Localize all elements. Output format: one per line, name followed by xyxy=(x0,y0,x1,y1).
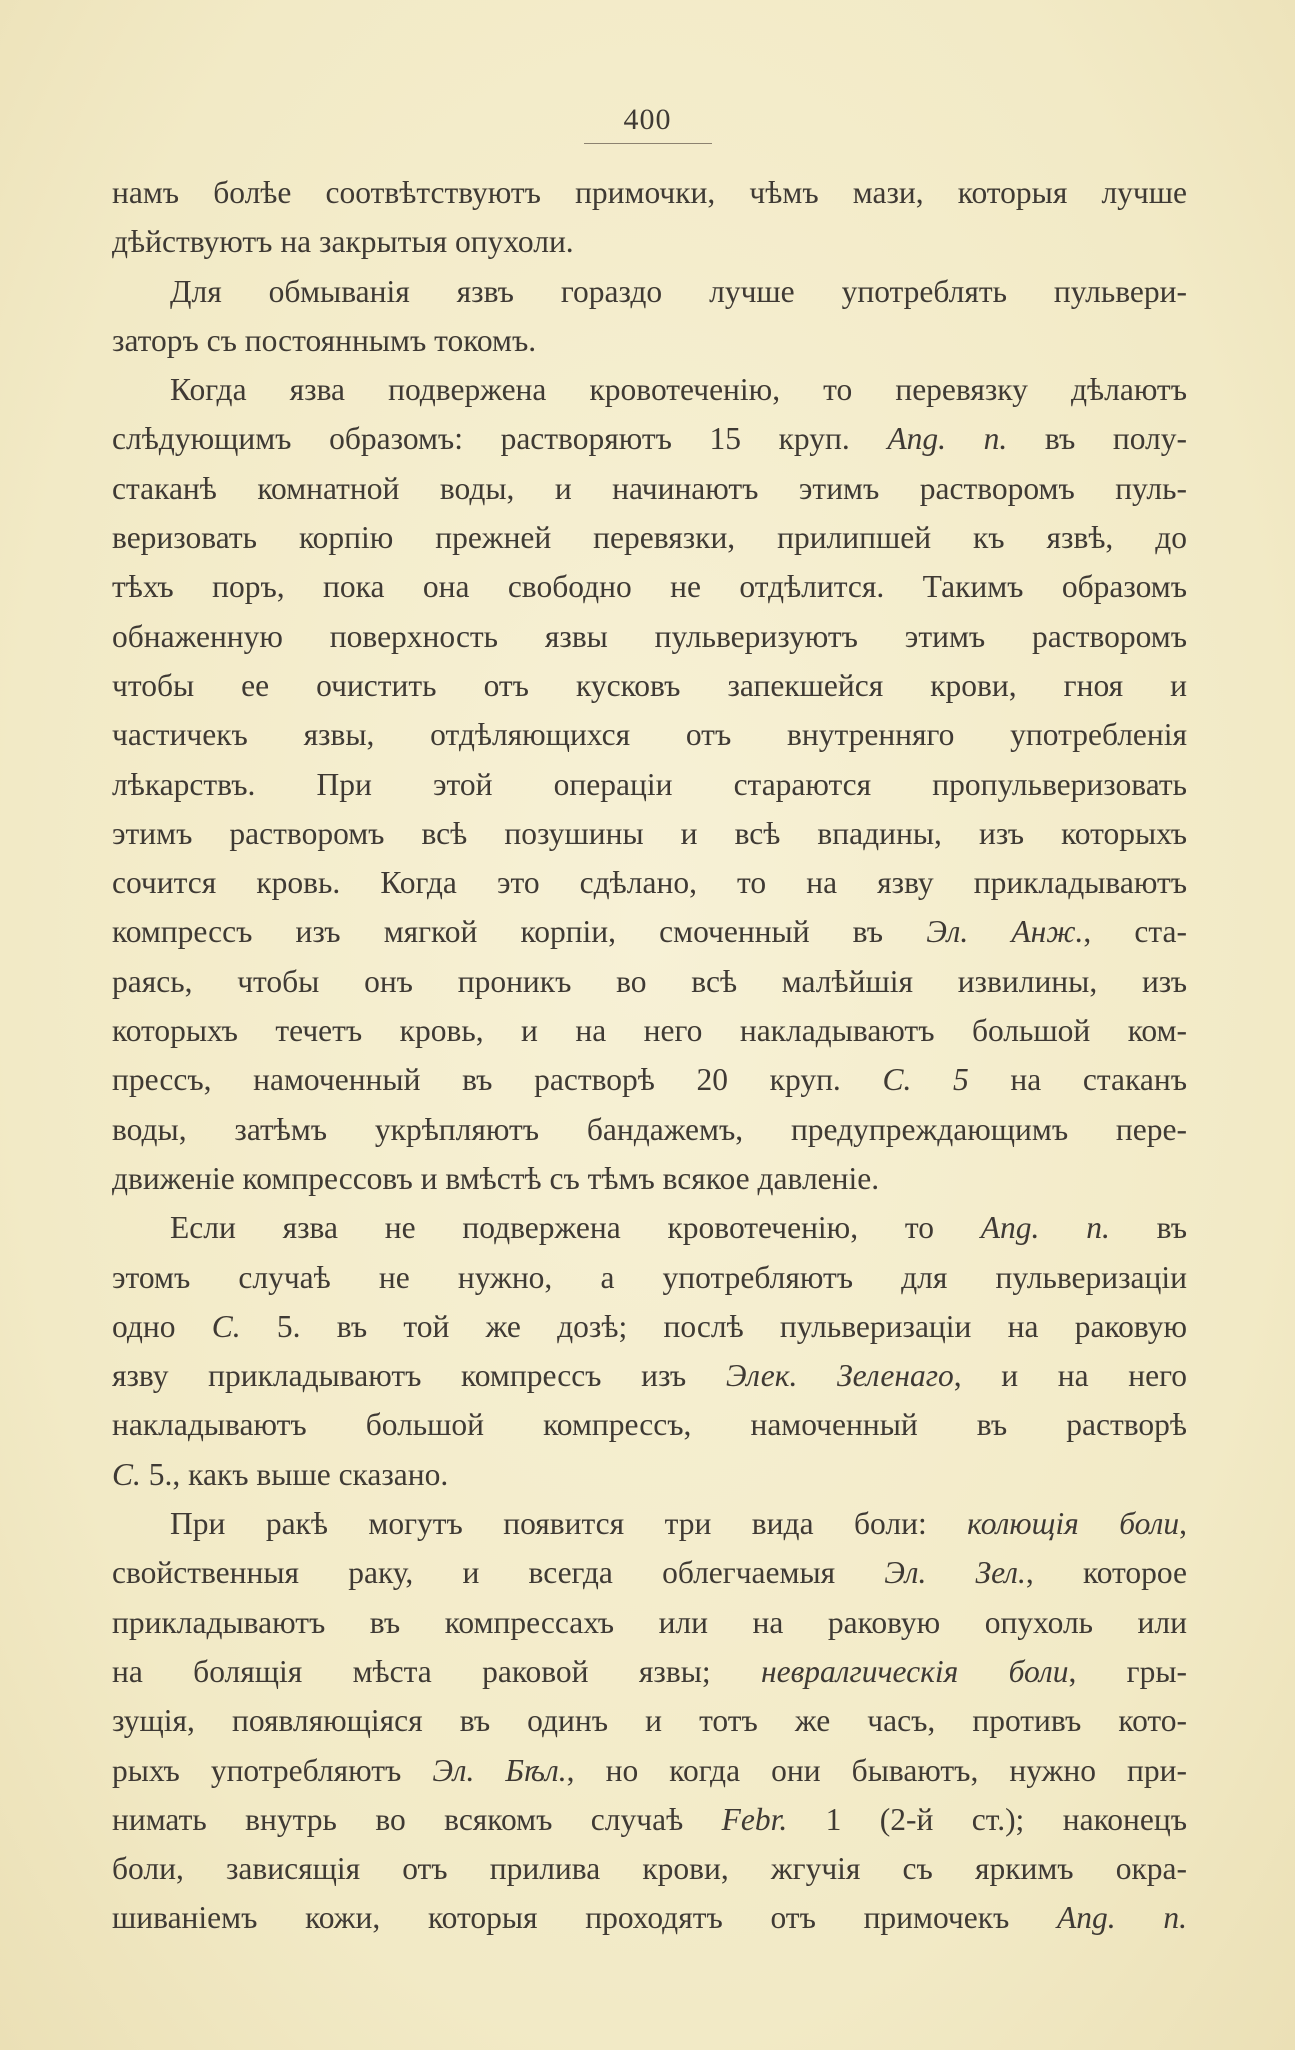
line-text: прессъ, намоченный въ растворѣ 20 круп. xyxy=(112,1062,883,1098)
text-line xyxy=(112,1055,1187,1104)
text-line xyxy=(112,1647,1187,1696)
line-text: язву прикладываютъ компрессъ изъ xyxy=(112,1358,726,1394)
line-text: тѣхъ поръ, пока она свободно не отдѣлится. Такимъ образомъ xyxy=(112,569,1187,605)
line-text-after: въ xyxy=(1109,1210,1187,1246)
italic-term: Febr. xyxy=(721,1801,788,1837)
line-text: стаканѣ комнатной воды, и начинаютъ этимъ растворомъ пуль- xyxy=(112,470,1187,506)
line-text: Если язва не подвержена кровотеченію, то xyxy=(170,1210,981,1246)
line-text: лѣкарствъ. При этой операціи стараются пропульверизовать xyxy=(112,766,1187,802)
line-text: намъ болѣе соотвѣтствуютъ примочки, чѣмъ мази, которыя лучше xyxy=(112,175,1187,210)
line-text: накладываютъ большой компрессъ, намоченный въ растворѣ xyxy=(112,1407,1187,1443)
text-line xyxy=(112,1795,1187,1844)
line-text: Для обмыванія язвъ гораздо лучше употреблять пульвери- xyxy=(170,273,1187,309)
line-text: боли, зависящія отъ прилива крови, жгучія съ яркимъ окра- xyxy=(112,1851,1187,1887)
italic-term: С. xyxy=(112,1456,141,1492)
text-line xyxy=(112,907,1187,956)
page-number: 400 xyxy=(584,103,712,144)
text-line xyxy=(112,612,1187,661)
line-text: нимать внутрь во всякомъ случаѣ xyxy=(112,1801,722,1837)
line-text-after: 5., какъ выше сказано. xyxy=(140,1456,449,1492)
text-line xyxy=(112,316,1187,365)
text-line xyxy=(112,1351,1187,1400)
line-text-after: 1 (2-й ст.); наконецъ xyxy=(787,1801,1188,1837)
line-text-after: 5. въ той же дозѣ; послѣ пульверизаціи на раковую xyxy=(240,1308,1187,1344)
line-text: частичекъ язвы, отдѣляющихся отъ внутренняго употребленія xyxy=(112,717,1187,753)
line-text: свойственныя раку, и всегда облегчаемыя xyxy=(112,1555,885,1591)
line-text: раясь, чтобы онъ проникъ во всѣ малѣйшія извилины, изъ xyxy=(112,963,1187,999)
line-text: чтобы ее очистить отъ кусковъ запекшейся крови, гноя и xyxy=(112,667,1187,703)
line-text: на болящія мѣста раковой язвы; xyxy=(112,1653,761,1689)
line-text: которыхъ течетъ кровь, и на него накладываютъ большой ком- xyxy=(112,1013,1187,1049)
line-text: слѣдующимъ образомъ: растворяютъ 15 круп. xyxy=(112,421,888,457)
italic-term: Ang. n. xyxy=(980,1210,1110,1246)
italic-term: С. 5 xyxy=(882,1062,969,1098)
line-text: При ракѣ могутъ появится три вида боли: xyxy=(170,1506,968,1542)
text-line xyxy=(112,760,1187,809)
text-line xyxy=(112,1253,1187,1302)
line-text-after: , ста- xyxy=(1083,914,1187,950)
line-text: компрессъ изъ мягкой корпіи, смоченный въ xyxy=(112,914,927,950)
text-line xyxy=(112,217,1187,266)
text-line xyxy=(112,1400,1187,1449)
page-header xyxy=(0,103,1295,144)
text-line xyxy=(112,1450,1187,1499)
text-line xyxy=(112,809,1187,858)
text-line xyxy=(112,1302,1187,1351)
line-text-after: , xyxy=(1179,1506,1188,1542)
italic-term: Эл. Бѣл. xyxy=(432,1752,567,1788)
text-line xyxy=(112,1105,1187,1154)
paragraph xyxy=(112,365,1187,1203)
text-line xyxy=(112,464,1187,513)
text-line xyxy=(112,858,1187,907)
text-line xyxy=(112,1598,1187,1647)
text-line xyxy=(112,1696,1187,1745)
text-line xyxy=(112,168,1187,217)
text-line xyxy=(112,710,1187,759)
line-text: зущія, появляющіяся въ одинъ и тотъ же часъ, противъ кото- xyxy=(112,1703,1187,1739)
paragraph xyxy=(112,267,1187,366)
text-line xyxy=(112,1548,1187,1597)
line-text: прикладываютъ въ компрессахъ или на раковую опухоль или xyxy=(112,1604,1187,1640)
text-line xyxy=(112,1203,1187,1252)
text-line xyxy=(112,661,1187,710)
text-line xyxy=(112,414,1187,463)
text-line xyxy=(112,957,1187,1006)
paragraph xyxy=(112,1499,1187,1943)
line-text: шиваніемъ кожи, которыя проходятъ отъ примочекъ xyxy=(112,1900,1058,1936)
text-line xyxy=(112,1006,1187,1055)
italic-term: колющія боли xyxy=(967,1506,1180,1542)
line-text-after: , но когда они бываютъ, нужно при- xyxy=(566,1752,1187,1788)
line-text-after: въ полу- xyxy=(1007,421,1188,457)
text-line xyxy=(112,513,1187,562)
line-text: этомъ случаѣ не нужно, а употребляютъ для пульверизаціи xyxy=(112,1259,1187,1295)
line-text: Когда язва подвержена кровотеченію, то перевязку дѣлаютъ xyxy=(170,372,1187,408)
italic-term: Элек. Зеленаго xyxy=(725,1358,954,1394)
line-text: одно xyxy=(112,1308,212,1344)
paragraph xyxy=(112,168,1187,267)
line-text-after: на стаканъ xyxy=(968,1062,1187,1098)
text-line xyxy=(112,562,1187,611)
italic-term: Ang. n. xyxy=(1057,1900,1188,1936)
line-text: сочится кровь. Когда это сдѣлано, то на язву прикладываютъ xyxy=(112,865,1187,901)
text-line xyxy=(112,1154,1187,1203)
text-line xyxy=(112,1844,1187,1893)
text-line xyxy=(112,1499,1187,1548)
line-text: воды, затѣмъ укрѣпляютъ бандажемъ, предупреждающимъ пере- xyxy=(112,1111,1187,1147)
line-text: обнаженную поверхность язвы пульверизуютъ этимъ растворомъ xyxy=(112,618,1187,654)
text-line xyxy=(112,1746,1187,1795)
line-text: дѣйствуютъ на закрытыя опухоли. xyxy=(112,224,574,260)
line-text: этимъ растворомъ всѣ позушины и всѣ впадины, изъ которыхъ xyxy=(112,815,1187,851)
line-text-after: , гры- xyxy=(1068,1653,1187,1689)
text-line xyxy=(112,267,1187,316)
italic-term: Эл. Анж. xyxy=(926,914,1084,950)
text-line xyxy=(112,1893,1187,1942)
paragraph xyxy=(112,1203,1187,1499)
line-text-after: , которое xyxy=(1025,1555,1187,1591)
italic-term: С. xyxy=(211,1308,241,1344)
line-text: рыхъ употребляютъ xyxy=(112,1752,433,1788)
text-line xyxy=(112,365,1187,414)
italic-term: невралгическія боли xyxy=(760,1653,1069,1689)
body-text xyxy=(112,168,1187,1943)
line-text: веризовать корпію прежней перевязки, прилипшей къ язвѣ, до xyxy=(112,520,1187,556)
line-text-after: , и на него xyxy=(953,1358,1187,1394)
italic-term: Эл. Зел. xyxy=(884,1555,1026,1591)
line-text: движеніе компрессовъ и вмѣстѣ съ тѣмъ всякое давленіе. xyxy=(112,1160,880,1196)
italic-term: Ang. n. xyxy=(887,421,1008,457)
line-text: заторъ съ постояннымъ токомъ. xyxy=(112,322,537,358)
